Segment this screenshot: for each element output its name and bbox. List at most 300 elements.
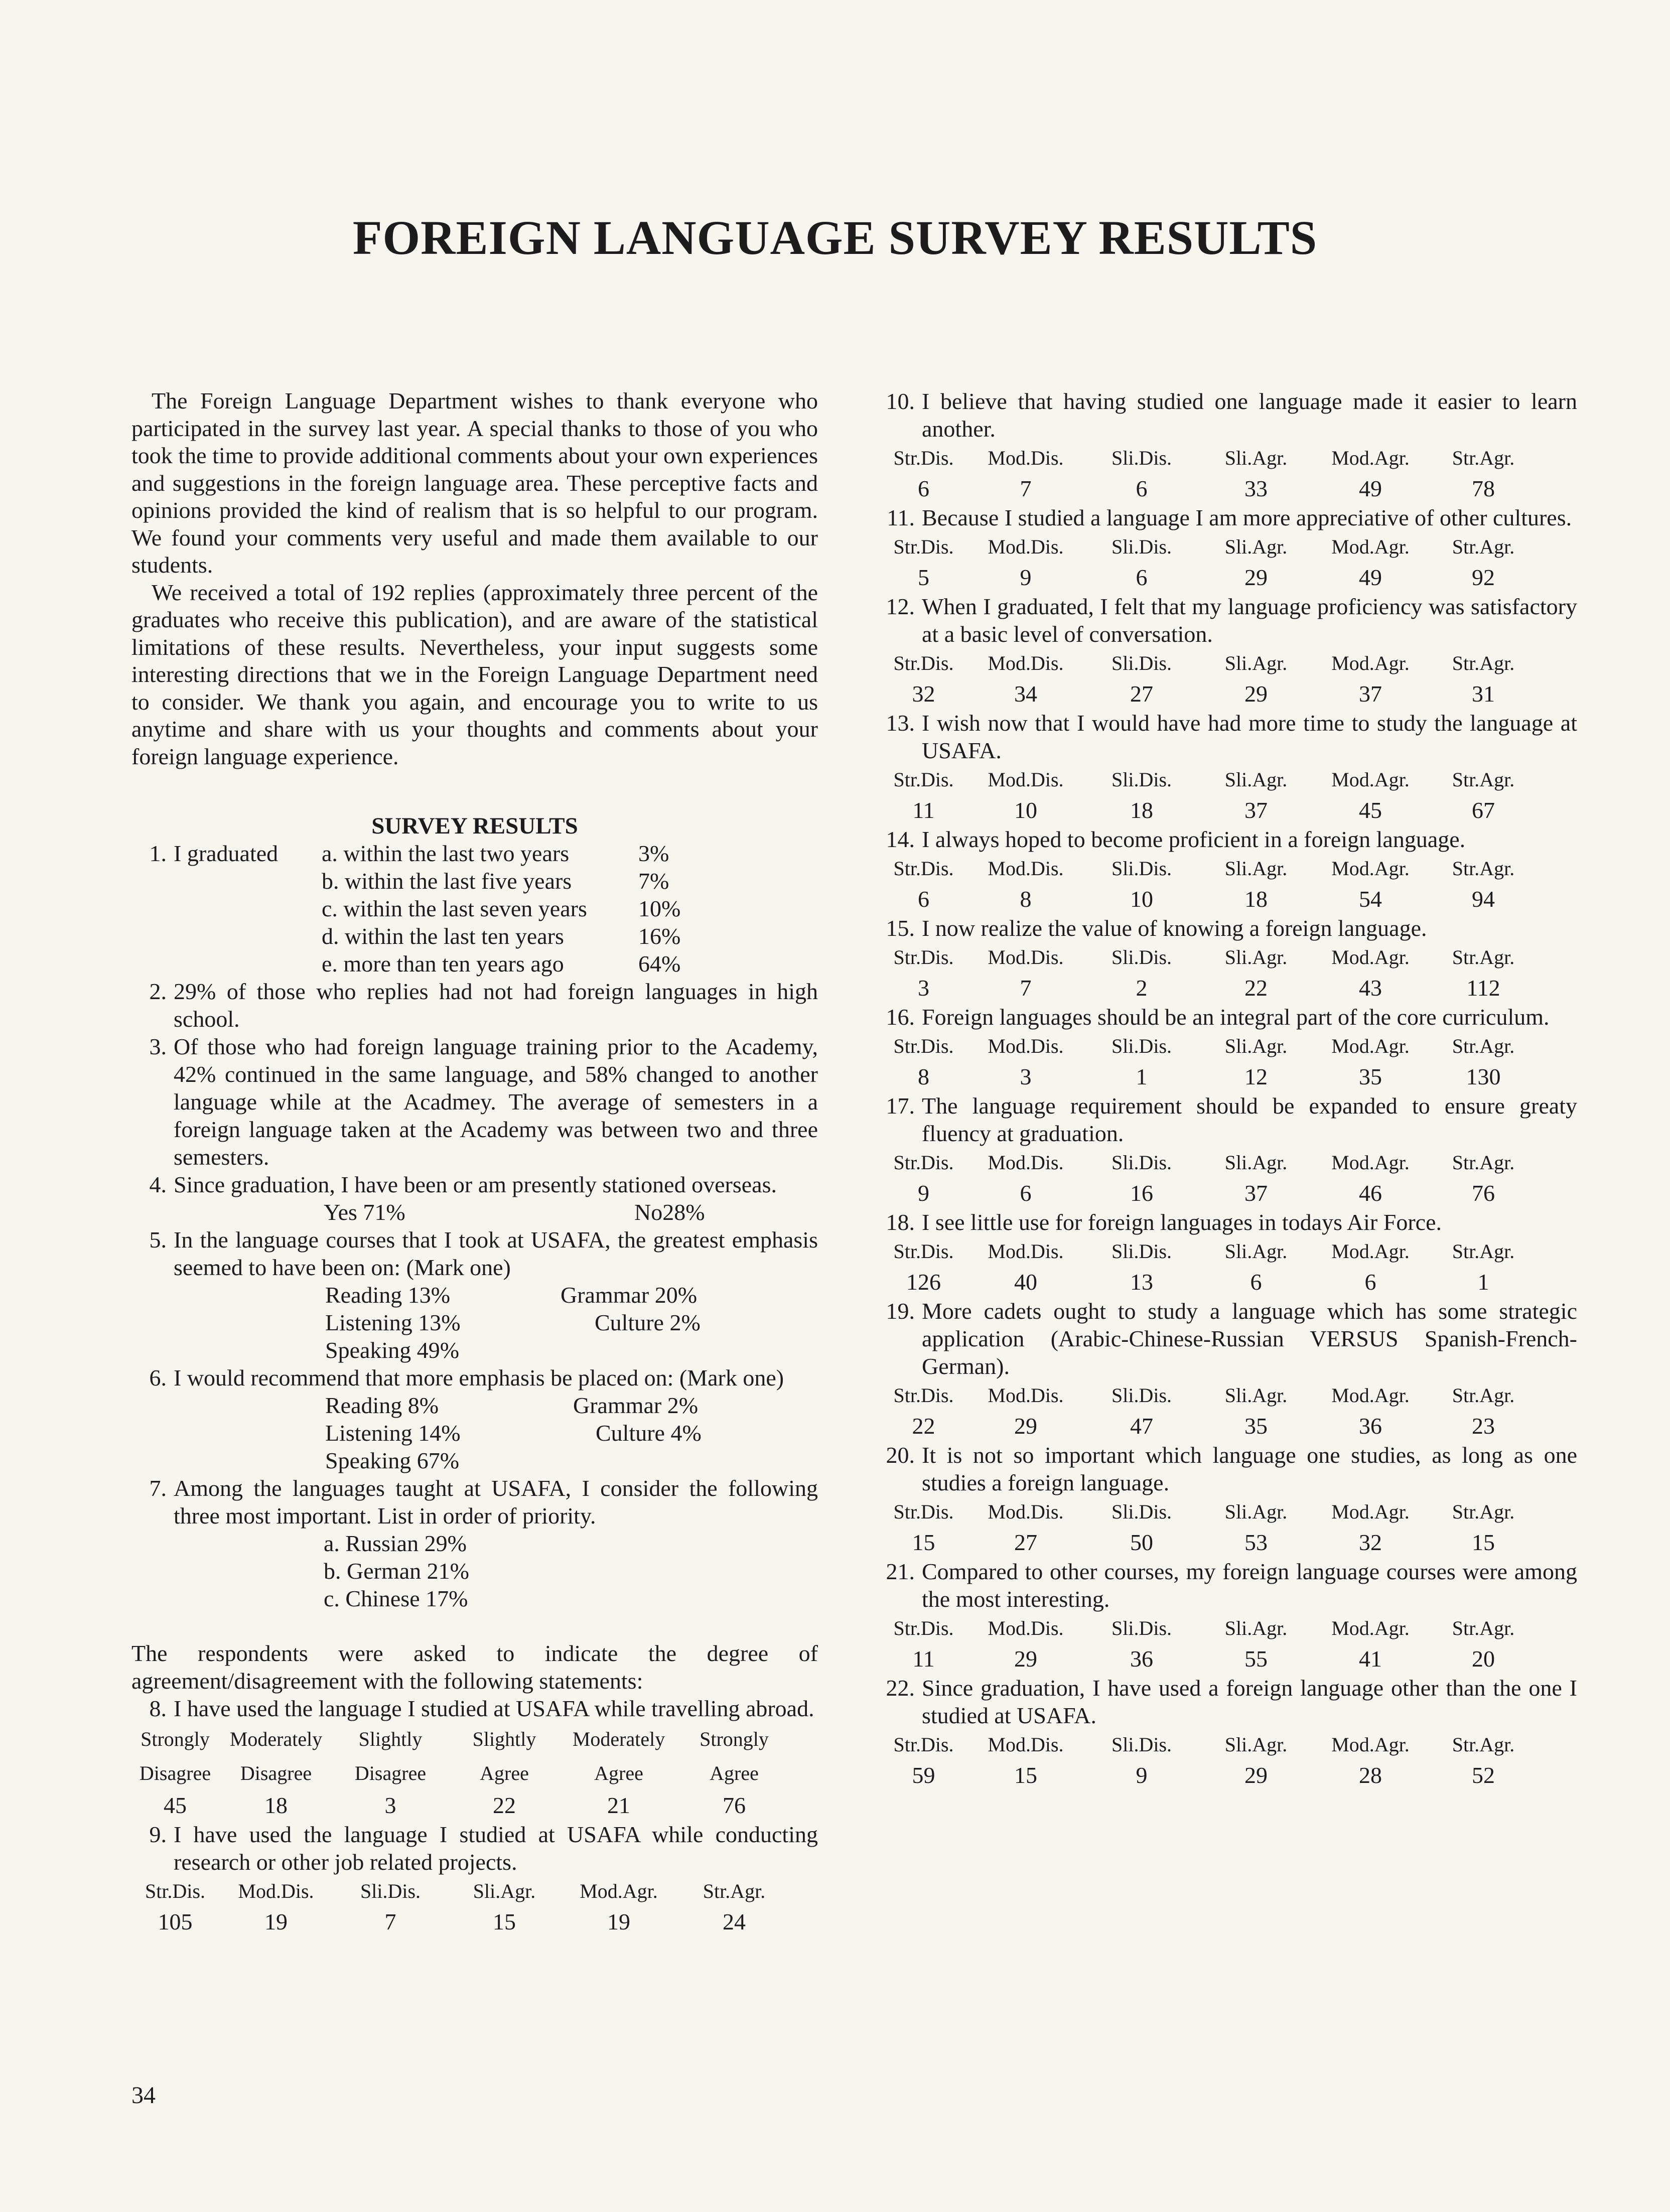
- scale-label: Str.Dis.: [893, 1617, 954, 1639]
- count-value: 13: [1130, 1269, 1153, 1295]
- count-value: 6: [1020, 1180, 1032, 1206]
- agreement-intro: The respondents were asked to indicate the degree of agreement/disagreement with the following statements:: [131, 1640, 818, 1694]
- scale-label: Sli.Dis.: [1111, 652, 1172, 674]
- count-value: 9: [1020, 565, 1032, 590]
- scale-label: Sli.Agr.: [1224, 1733, 1288, 1756]
- scale-header: [880, 764, 1577, 795]
- question-2: [131, 978, 818, 1033]
- question-item: [880, 387, 1577, 443]
- option-text: d. within the last ten years: [322, 923, 564, 949]
- scale-label: Mod.Agr.: [580, 1880, 658, 1902]
- question-number: 5.: [149, 1227, 167, 1253]
- count-value: 67: [1472, 797, 1495, 823]
- response-counts: [880, 1644, 1577, 1674]
- count-value: 8: [918, 1064, 929, 1089]
- scale-label: Str.Agr.: [1452, 1240, 1515, 1263]
- count-value: 20: [1472, 1646, 1495, 1672]
- scale-label: Moderately: [229, 1728, 323, 1750]
- page-number: 34: [131, 2082, 156, 2109]
- answer-row: [131, 1309, 818, 1336]
- priority-item: a. Russian 29%: [324, 1531, 467, 1556]
- scale-label: Moderately: [572, 1728, 665, 1750]
- scale-header: [880, 1236, 1577, 1267]
- scale-label: Str.Agr.: [1452, 1733, 1515, 1756]
- count-value: 29: [1244, 565, 1268, 590]
- question-text: I always hoped to become proficient in a foreign language.: [922, 826, 1466, 852]
- count-value: 19: [607, 1909, 630, 1934]
- question-item: [880, 1441, 1577, 1496]
- count-value: 23: [1472, 1413, 1495, 1439]
- scale-label: Strongly: [141, 1728, 210, 1750]
- count-value: 43: [1359, 975, 1382, 1001]
- count-value: 35: [1359, 1064, 1382, 1089]
- scale-label: Str.Agr.: [1452, 1151, 1515, 1174]
- scale-label: Agree: [710, 1762, 759, 1784]
- question-4: [131, 1171, 818, 1198]
- count-value: 6: [1136, 565, 1148, 590]
- question-number: 14.: [886, 826, 915, 852]
- scale-label: Sli.Agr.: [1224, 768, 1288, 791]
- count-value: 1: [1136, 1064, 1148, 1089]
- count-value: 27: [1014, 1530, 1037, 1555]
- question-number: 17.: [886, 1093, 915, 1119]
- question-text: Because I studied a language I am more appreciative of other cultures.: [922, 505, 1572, 530]
- survey-question: [880, 1558, 1577, 1674]
- response-counts: [880, 795, 1577, 825]
- scale-label: Mod.Dis.: [988, 1035, 1064, 1057]
- survey-question: [880, 1003, 1577, 1092]
- survey-question: [880, 1208, 1577, 1297]
- count-value: 15: [1472, 1530, 1495, 1555]
- question-text: The language requirement should be expanded to ensure greaty fluency at graduation.: [922, 1093, 1577, 1146]
- count-value: 36: [1359, 1413, 1382, 1439]
- question-text: Of those who had foreign language training prior to the Academy, 42% continued in the same language, and 58% changed to another language while at the Acadmey. The average of semesters in a foreign language taken at the Academy was between two and three semesters.: [174, 1034, 818, 1170]
- count-value: 12: [1244, 1064, 1268, 1089]
- question-item: [880, 1297, 1577, 1380]
- question-number: 6.: [149, 1365, 167, 1391]
- scale-label: Mod.Agr.: [1331, 1384, 1410, 1407]
- question-item: [880, 1003, 1577, 1031]
- count-value: 6: [1364, 1269, 1376, 1295]
- count-value: 3: [1020, 1064, 1032, 1089]
- scale-label: Str.Dis.: [893, 946, 954, 969]
- count-value: 94: [1472, 886, 1495, 912]
- scale-label: Agree: [480, 1762, 529, 1784]
- scale-label: Str.Agr.: [1452, 1617, 1515, 1639]
- response-counts: [880, 1760, 1577, 1790]
- question-text: When I graduated, I felt that my language proficiency was satisfactory at a basic level of conversation.: [922, 594, 1577, 647]
- count-value: 76: [1472, 1180, 1495, 1206]
- scale-label: Str.Dis.: [145, 1880, 206, 1902]
- scale-label: Sli.Dis.: [1111, 1151, 1172, 1174]
- question-text: Compared to other courses, my foreign language courses were among the most interesting.: [922, 1559, 1577, 1612]
- count-value: 7: [384, 1909, 396, 1934]
- count-value: 54: [1359, 886, 1382, 912]
- scale-label: Sli.Dis.: [1111, 1384, 1172, 1407]
- question-item: [880, 593, 1577, 648]
- scale-label: Disagree: [240, 1762, 312, 1784]
- question-item: [880, 709, 1577, 764]
- count-value: 5: [918, 565, 929, 590]
- option-percent: 7%: [638, 868, 669, 894]
- count-value: 3: [384, 1792, 396, 1818]
- question-number: 4.: [149, 1172, 167, 1197]
- answer-speaking: Speaking 49%: [325, 1337, 460, 1363]
- question-text: Foreign languages should be an integral part of the core curriculum.: [922, 1004, 1550, 1030]
- response-counts: [880, 1178, 1577, 1208]
- option-text: c. within the last seven years: [322, 896, 587, 921]
- answer-reading: Reading 13%: [325, 1282, 451, 1308]
- survey-question: [880, 1674, 1577, 1790]
- question-text: More cadets ought to study a language which has some strategic application (Arabic-Chinese-Russian VERSUS Spanish-French-German).: [922, 1298, 1577, 1379]
- scale-header: [880, 1613, 1577, 1644]
- page-title: FOREIGN LANGUAGE SURVEY RESULTS: [352, 211, 1318, 264]
- scale-label: Mod.Agr.: [1331, 1240, 1410, 1263]
- question-item: [880, 1558, 1577, 1613]
- count-value: 52: [1472, 1762, 1495, 1788]
- response-counts: [880, 563, 1577, 593]
- count-value: 130: [1466, 1064, 1501, 1089]
- question-number: 7.: [149, 1475, 167, 1501]
- count-value: 24: [723, 1909, 746, 1934]
- question-number: 22.: [886, 1675, 915, 1701]
- scale-label: Mod.Agr.: [1331, 535, 1410, 558]
- count-value: 36: [1130, 1646, 1153, 1672]
- count-value: 34: [1014, 681, 1037, 707]
- scale-header: [880, 1147, 1577, 1178]
- scale-label: Mod.Dis.: [988, 768, 1064, 791]
- scale-label: Mod.Agr.: [1331, 1035, 1410, 1057]
- response-counts: [880, 973, 1577, 1003]
- scale-label: Sli.Dis.: [1111, 946, 1172, 969]
- count-value: 22: [493, 1792, 516, 1818]
- scale-label: Mod.Dis.: [988, 1384, 1064, 1407]
- priority-item: b. German 21%: [324, 1558, 469, 1584]
- scale-label: Mod.Agr.: [1331, 768, 1410, 791]
- scale-label: Mod.Agr.: [1331, 1617, 1410, 1639]
- count-value: 37: [1359, 681, 1382, 707]
- scale-header: [880, 1729, 1577, 1760]
- scale-label: Str.Dis.: [893, 1733, 954, 1756]
- count-value: 9: [918, 1180, 929, 1206]
- count-value: 15: [912, 1530, 935, 1555]
- scale-label: Str.Agr.: [703, 1880, 766, 1902]
- scale-label: Str.Agr.: [1452, 946, 1515, 969]
- question-3: [131, 1033, 818, 1171]
- scale-label: Str.Agr.: [1452, 1500, 1515, 1523]
- count-value: 11: [912, 797, 935, 823]
- count-value: 2: [1136, 975, 1148, 1001]
- scale-label: Str.Dis.: [893, 535, 954, 558]
- scale-label: Mod.Dis.: [988, 652, 1064, 674]
- scale-label: Str.Agr.: [1452, 652, 1515, 674]
- answer-grammar: Grammar 20%: [561, 1282, 698, 1308]
- count-value: 22: [1244, 975, 1268, 1001]
- response-counts: [880, 474, 1577, 504]
- count-value: 18: [1130, 797, 1153, 823]
- count-value: 3: [918, 975, 929, 1001]
- count-value: 15: [1014, 1762, 1037, 1788]
- question-number: 11.: [887, 505, 915, 530]
- question-text: I now realize the value of knowing a foreign language.: [922, 915, 1427, 941]
- scale-label: Str.Agr.: [1452, 768, 1515, 791]
- scale-label: Mod.Dis.: [988, 946, 1064, 969]
- option-percent: 64%: [638, 951, 681, 977]
- question-item: [880, 1674, 1577, 1729]
- option-text: e. more than ten years ago: [322, 951, 564, 977]
- scale-label: Sli.Dis.: [1111, 1617, 1172, 1639]
- scale-label: Sli.Agr.: [1224, 1240, 1288, 1263]
- count-value: 55: [1244, 1646, 1268, 1672]
- scale-label: Mod.Dis.: [988, 447, 1064, 469]
- scale-label: Mod.Agr.: [1331, 857, 1410, 880]
- scale-label: Sli.Agr.: [1224, 652, 1288, 674]
- count-value: 49: [1359, 565, 1382, 590]
- question-item: [880, 1092, 1577, 1147]
- question-text: I see little use for foreign languages in todays Air Force.: [922, 1209, 1442, 1235]
- answer-listening: Listening 14%: [325, 1420, 461, 1446]
- answer-no: No28%: [634, 1199, 705, 1225]
- scale-label: Sli.Agr.: [1224, 1035, 1288, 1057]
- count-value: 46: [1359, 1180, 1382, 1206]
- count-value: 6: [1136, 476, 1148, 501]
- response-counts: [880, 1267, 1577, 1297]
- survey-question: [880, 709, 1577, 825]
- question-9: [131, 1821, 818, 1876]
- scale-label: Mod.Agr.: [1331, 447, 1410, 469]
- question-number: 8.: [149, 1696, 167, 1721]
- count-value: 7: [1020, 476, 1032, 501]
- question-text: In the language courses that I took at USAFA, the greatest emphasis seemed to have been on: (Mark one): [174, 1227, 818, 1280]
- answer-yes: Yes 71%: [324, 1199, 405, 1225]
- question-text: I have used the language I studied at USAFA while travelling abroad.: [174, 1696, 814, 1721]
- question-text: I would recommend that more emphasis be placed on: (Mark one): [174, 1365, 784, 1391]
- scale-label: Disagree: [139, 1762, 211, 1784]
- question-number: 10.: [886, 388, 915, 414]
- question-number: 9.: [149, 1822, 167, 1847]
- scale-label: Mod.Dis.: [988, 1240, 1064, 1263]
- count-value: 18: [1244, 886, 1268, 912]
- survey-question: [880, 914, 1577, 1003]
- count-value: 1: [1477, 1269, 1489, 1295]
- count-value: 59: [912, 1762, 935, 1788]
- priority-item: c. Chinese 17%: [324, 1586, 468, 1611]
- scale-label: Str.Dis.: [893, 857, 954, 880]
- question-number: 3.: [149, 1034, 167, 1059]
- scale-header: [880, 531, 1577, 563]
- question-number: 13.: [886, 710, 915, 736]
- scale-label: Str.Agr.: [1452, 447, 1515, 469]
- question-item: [880, 914, 1577, 942]
- scale-label: Sli.Agr.: [1224, 1151, 1288, 1174]
- question-text: Since graduation, I have used a foreign language other than the one I studied at USAFA.: [922, 1675, 1577, 1728]
- scale-label: Mod.Agr.: [1331, 652, 1410, 674]
- question-text: I have used the language I studied at USAFA while conducting research or other job related projects.: [174, 1822, 818, 1875]
- count-value: 9: [1136, 1762, 1148, 1788]
- count-value: 18: [264, 1792, 288, 1818]
- count-value: 112: [1466, 975, 1500, 1001]
- scale-label: Slightly: [472, 1728, 536, 1750]
- question-number: 15.: [886, 915, 915, 941]
- scale-label: Sli.Dis.: [1111, 1500, 1172, 1523]
- question-number: 21.: [886, 1559, 915, 1584]
- count-value: 10: [1014, 797, 1037, 823]
- question-number: 18.: [886, 1209, 915, 1235]
- question-number: 1.: [149, 841, 167, 866]
- scale-label: Sli.Dis.: [1111, 768, 1172, 791]
- answer-speaking: Speaking 67%: [325, 1448, 460, 1473]
- scale-label: Slightly: [358, 1728, 423, 1750]
- scale-label: Sli.Dis.: [1111, 1035, 1172, 1057]
- question-number: 12.: [886, 594, 915, 619]
- option-text: a. within the last two years: [322, 841, 570, 866]
- response-counts: [880, 1528, 1577, 1558]
- scale-label: Mod.Dis.: [988, 1733, 1064, 1756]
- scale-header: [880, 1380, 1577, 1411]
- scale-label: Sli.Dis.: [1111, 857, 1172, 880]
- count-value: 31: [1472, 681, 1495, 707]
- scale-label: Sli.Agr.: [1224, 1384, 1288, 1407]
- scale-header: [131, 1876, 818, 1907]
- intro-paragraph-1: The Foreign Language Department wishes to thank everyone who participated in the survey last year. A special thanks to those of you who took the time to provide additional comments about your own experiences and suggestions in the foreign language area. These perceptive facts and opinions provided the kind of realism that is so helpful to our program. We found your comments very useful and made them available to our students.: [131, 388, 818, 578]
- scale-label: Sli.Dis.: [1111, 447, 1172, 469]
- count-value: 27: [1130, 681, 1153, 707]
- count-value: 32: [912, 681, 935, 707]
- count-value: 78: [1472, 476, 1495, 501]
- question-item: [880, 825, 1577, 853]
- scale-label: Str.Dis.: [893, 1151, 954, 1174]
- question-item: [880, 504, 1577, 531]
- question-1-label: I graduated: [174, 841, 279, 866]
- count-value: 49: [1359, 476, 1382, 501]
- scale-label: Str.Dis.: [893, 768, 954, 791]
- count-value: 47: [1130, 1413, 1153, 1439]
- scale-header: [880, 942, 1577, 973]
- answer-row: [131, 1419, 818, 1447]
- count-value: 29: [1014, 1646, 1037, 1672]
- scale-label: Mod.Dis.: [988, 1617, 1064, 1639]
- scale-label: Sli.Agr.: [473, 1880, 536, 1902]
- scale-label: Str.Dis.: [893, 652, 954, 674]
- count-value: 37: [1244, 1180, 1268, 1206]
- count-value: 28: [1359, 1762, 1382, 1788]
- scale-header: [880, 1496, 1577, 1528]
- scale-label: Sli.Dis.: [1111, 535, 1172, 558]
- count-value: 50: [1130, 1530, 1153, 1555]
- scale-label: Sli.Agr.: [1224, 535, 1288, 558]
- count-value: 29: [1014, 1413, 1037, 1439]
- response-counts: [880, 1411, 1577, 1441]
- count-value: 16: [1130, 1180, 1153, 1206]
- count-value: 76: [723, 1792, 746, 1818]
- survey-question: [880, 825, 1577, 914]
- intro-paragraph-2: We received a total of 192 replies (approximately three percent of the graduates who receive this publication), and are aware of the statistical limitations of these results. Nevertheless, your input suggests some interesting directions that we in the Foreign Language Department need to consider. We thank you again, and encourage you to write to us anytime and share with us your thoughts and comments about your foreign language experience.: [131, 579, 818, 769]
- option-percent: 16%: [638, 923, 681, 949]
- scale-label: Sli.Agr.: [1224, 447, 1288, 469]
- count-value: 6: [1250, 1269, 1262, 1295]
- scale-label: Str.Agr.: [1452, 535, 1515, 558]
- response-counts: [880, 1062, 1577, 1092]
- count-value: 33: [1244, 476, 1268, 501]
- scale-header: [880, 1031, 1577, 1062]
- count-value: 40: [1014, 1269, 1037, 1295]
- option-percent: 10%: [638, 896, 681, 921]
- count-value: 11: [912, 1646, 935, 1672]
- response-counts: [131, 1790, 818, 1821]
- scale-header: [880, 443, 1577, 474]
- option-text: b. within the last five years: [322, 868, 572, 894]
- scale-label: Sli.Dis.: [360, 1880, 421, 1902]
- scale-label: Str.Agr.: [1452, 1035, 1515, 1057]
- scale-header: [880, 853, 1577, 884]
- question-text: I wish now that I would have had more time to study the language at USAFA.: [922, 710, 1577, 763]
- answer-culture: Culture 2%: [595, 1310, 701, 1335]
- scale-label: Strongly: [700, 1728, 769, 1750]
- scale-label: Disagree: [354, 1762, 427, 1784]
- scale-label: Sli.Dis.: [1111, 1733, 1172, 1756]
- question-item: [880, 1208, 1577, 1236]
- response-counts: [880, 884, 1577, 914]
- count-value: 15: [493, 1909, 516, 1934]
- count-value: 35: [1244, 1413, 1268, 1439]
- survey-question: [880, 1297, 1577, 1441]
- count-value: 92: [1472, 565, 1495, 590]
- count-value: 10: [1130, 886, 1153, 912]
- scale-label: Mod.Agr.: [1331, 1151, 1410, 1174]
- question-5: [131, 1226, 818, 1281]
- scale-label: Sli.Agr.: [1224, 857, 1288, 880]
- count-value: 37: [1244, 797, 1268, 823]
- question-1: [131, 840, 818, 978]
- scale-label: Str.Agr.: [1452, 1384, 1515, 1407]
- scale-label: Str.Dis.: [893, 1035, 954, 1057]
- scale-label: Sli.Agr.: [1224, 1617, 1288, 1639]
- count-value: 19: [264, 1909, 288, 1934]
- scale-label: Str.Dis.: [893, 1240, 954, 1263]
- question-number: 19.: [886, 1298, 915, 1324]
- scale-label: Str.Dis.: [893, 1384, 954, 1407]
- count-value: 7: [1020, 975, 1032, 1001]
- scale-label: Mod.Dis.: [988, 1151, 1064, 1174]
- left-column: [131, 387, 818, 1937]
- count-value: 32: [1359, 1530, 1382, 1555]
- question-number: 16.: [886, 1004, 915, 1030]
- survey-results-heading: SURVEY RESULTS: [371, 813, 578, 839]
- scale-label: Mod.Dis.: [238, 1880, 314, 1902]
- question-6: [131, 1364, 818, 1392]
- count-value: 6: [918, 476, 929, 501]
- scale-label: Mod.Agr.: [1331, 1733, 1410, 1756]
- answer-grammar: Grammar 2%: [573, 1393, 699, 1418]
- question-text: It is not so important which language one studies, as long as one studies a foreign language.: [922, 1442, 1577, 1495]
- scale-header-bottom: [131, 1756, 818, 1790]
- scale-label: Str.Dis.: [893, 1500, 954, 1523]
- survey-question: [880, 504, 1577, 593]
- scale-header-top: [131, 1722, 818, 1756]
- answer-culture: Culture 4%: [596, 1420, 702, 1446]
- scale-label: Mod.Dis.: [988, 857, 1064, 880]
- scale-label: Mod.Agr.: [1331, 946, 1410, 969]
- right-column: [880, 387, 1577, 1790]
- count-value: 29: [1244, 681, 1268, 707]
- question-text: 29% of those who replies had not had foreign languages in high school.: [174, 979, 818, 1032]
- question-4-answers: [131, 1198, 818, 1226]
- count-value: 22: [912, 1413, 935, 1439]
- scale-label: Sli.Dis.: [1111, 1240, 1172, 1263]
- count-value: 8: [1020, 886, 1032, 912]
- response-counts: [880, 679, 1577, 709]
- count-value: 126: [906, 1269, 941, 1295]
